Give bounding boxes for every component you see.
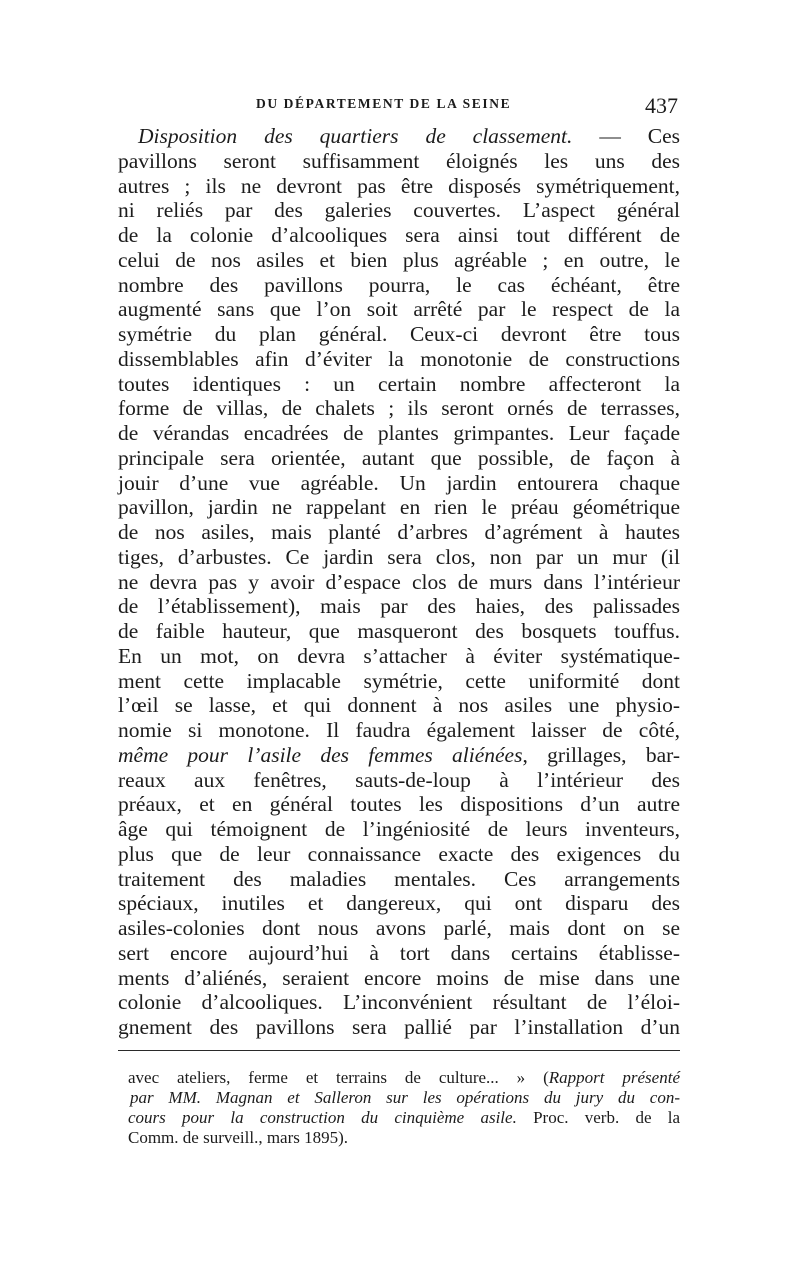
body-line: augmenté sans que l’on soit arrêté par le respect de la	[118, 297, 680, 322]
body-line: traitement des maladies mentales. Ces arrangements	[118, 866, 680, 891]
body-line: symétrie du plan général. Ceux-ci devront être tous	[118, 322, 680, 346]
body-line: plus que de leur connaissance exacte des exigences du	[118, 841, 680, 866]
body-line: pavillons seront suffisamment éloignés les uns des	[118, 148, 680, 173]
body-line: de vérandas encadrées de plantes grimpantes. Leur façade	[118, 421, 680, 445]
body-line: pavillon, jardin ne rappelant en rien le préau géométrique	[118, 495, 680, 520]
body-line: Disposition des quartiers de classement. — Ces	[138, 124, 680, 148]
running-title: DU DÉPARTEMENT DE LA SEINE	[256, 96, 512, 111]
body-line: asiles-colonies dont nous avons parlé, mais dont on se	[118, 916, 680, 940]
body-line: ne devra pas y avoir d’espace clos de murs dans l’intérieur	[118, 569, 680, 594]
body-line: toutes identiques : un certain nombre affecteront la	[118, 371, 680, 396]
body-line: sert encore aujourd’hui à tort dans certains établisse-	[118, 940, 680, 965]
body-line: spéciaux, inutiles et dangereux, qui ont disparu des	[118, 891, 680, 916]
body-line: gnement des pavillons sera pallié par l’installation d’un	[118, 1015, 680, 1039]
body-line: autres ; ils ne devront pas être disposés symétriquement,	[118, 173, 680, 198]
running-head	[118, 93, 678, 122]
body-line: même pour l’asile des femmes aliénées, grillages, bar-	[118, 742, 681, 767]
body-line: tiges, d’arbustes. Ce jardin sera clos, non par un mur (il	[118, 544, 680, 569]
body-line: de faible hauteur, que masqueront des bosquets touffus.	[118, 619, 680, 643]
footnote-line: avec ateliers, ferme et terrains de culture... » (Rapport présenté	[128, 1068, 680, 1087]
page-number: 437	[645, 93, 678, 118]
body-line: de nos asiles, mais planté d’arbres d’agrément à hautes	[118, 520, 680, 544]
body-line: reaux aux fenêtres, sauts-de-loup à l’intérieur des	[118, 767, 680, 792]
body-line: jouir d’une vue agréable. Un jardin entourera chaque	[118, 470, 680, 495]
footnote	[128, 1068, 680, 1148]
body-line: principale sera orientée, autant que possible, de façon à	[118, 445, 680, 470]
body-line: préaux, et en général toutes les dispositions d’un autre	[118, 792, 680, 817]
footnote-line: Comm. de surveill., mars 1895).	[128, 1128, 349, 1147]
body-line: nomie si monotone. Il faudra également laisser de côté,	[118, 718, 680, 742]
body-line: âge qui témoignent de l’ingéniosité de leurs inventeurs,	[118, 817, 680, 841]
body-text	[118, 124, 680, 1040]
body-line: de l’établissement), mais par des haies, des palissades	[118, 594, 680, 619]
body-line: de la colonie d’alcooliques sera ainsi tout différent de	[118, 223, 680, 247]
body-line: nombre des pavillons pourra, le cas échéant, être	[118, 272, 680, 297]
body-line: ni reliés par des galeries couvertes. L’aspect général	[118, 198, 680, 223]
body-line: l’œil se lasse, et qui donnent à nos asiles une physio-	[118, 693, 680, 718]
body-line: celui de nos asiles et bien plus agréable ; en outre, le	[118, 247, 680, 272]
body-line: ment cette implacable symétrie, cette uniformité dont	[118, 668, 680, 693]
body-line: En un mot, on devra s’attacher à éviter systématique-	[118, 643, 680, 668]
body-line: colonie d’alcooliques. L’inconvénient résultant de l’éloi-	[118, 990, 680, 1015]
footnote-rule	[118, 1050, 680, 1051]
body-line: forme de villas, de chalets ; ils seront ornés de terrasses,	[118, 396, 680, 421]
footnote-line: cours pour la construction du cinquième asile. Proc. verb. de la	[128, 1108, 681, 1127]
body-line: dissemblables afin d’éviter la monotonie de constructions	[118, 346, 680, 371]
body-line: ments d’aliénés, seraient encore moins de mise dans une	[118, 965, 680, 990]
footnote-line: par MM. Magnan et Salleron sur les opérations du jury du con-	[130, 1088, 680, 1107]
